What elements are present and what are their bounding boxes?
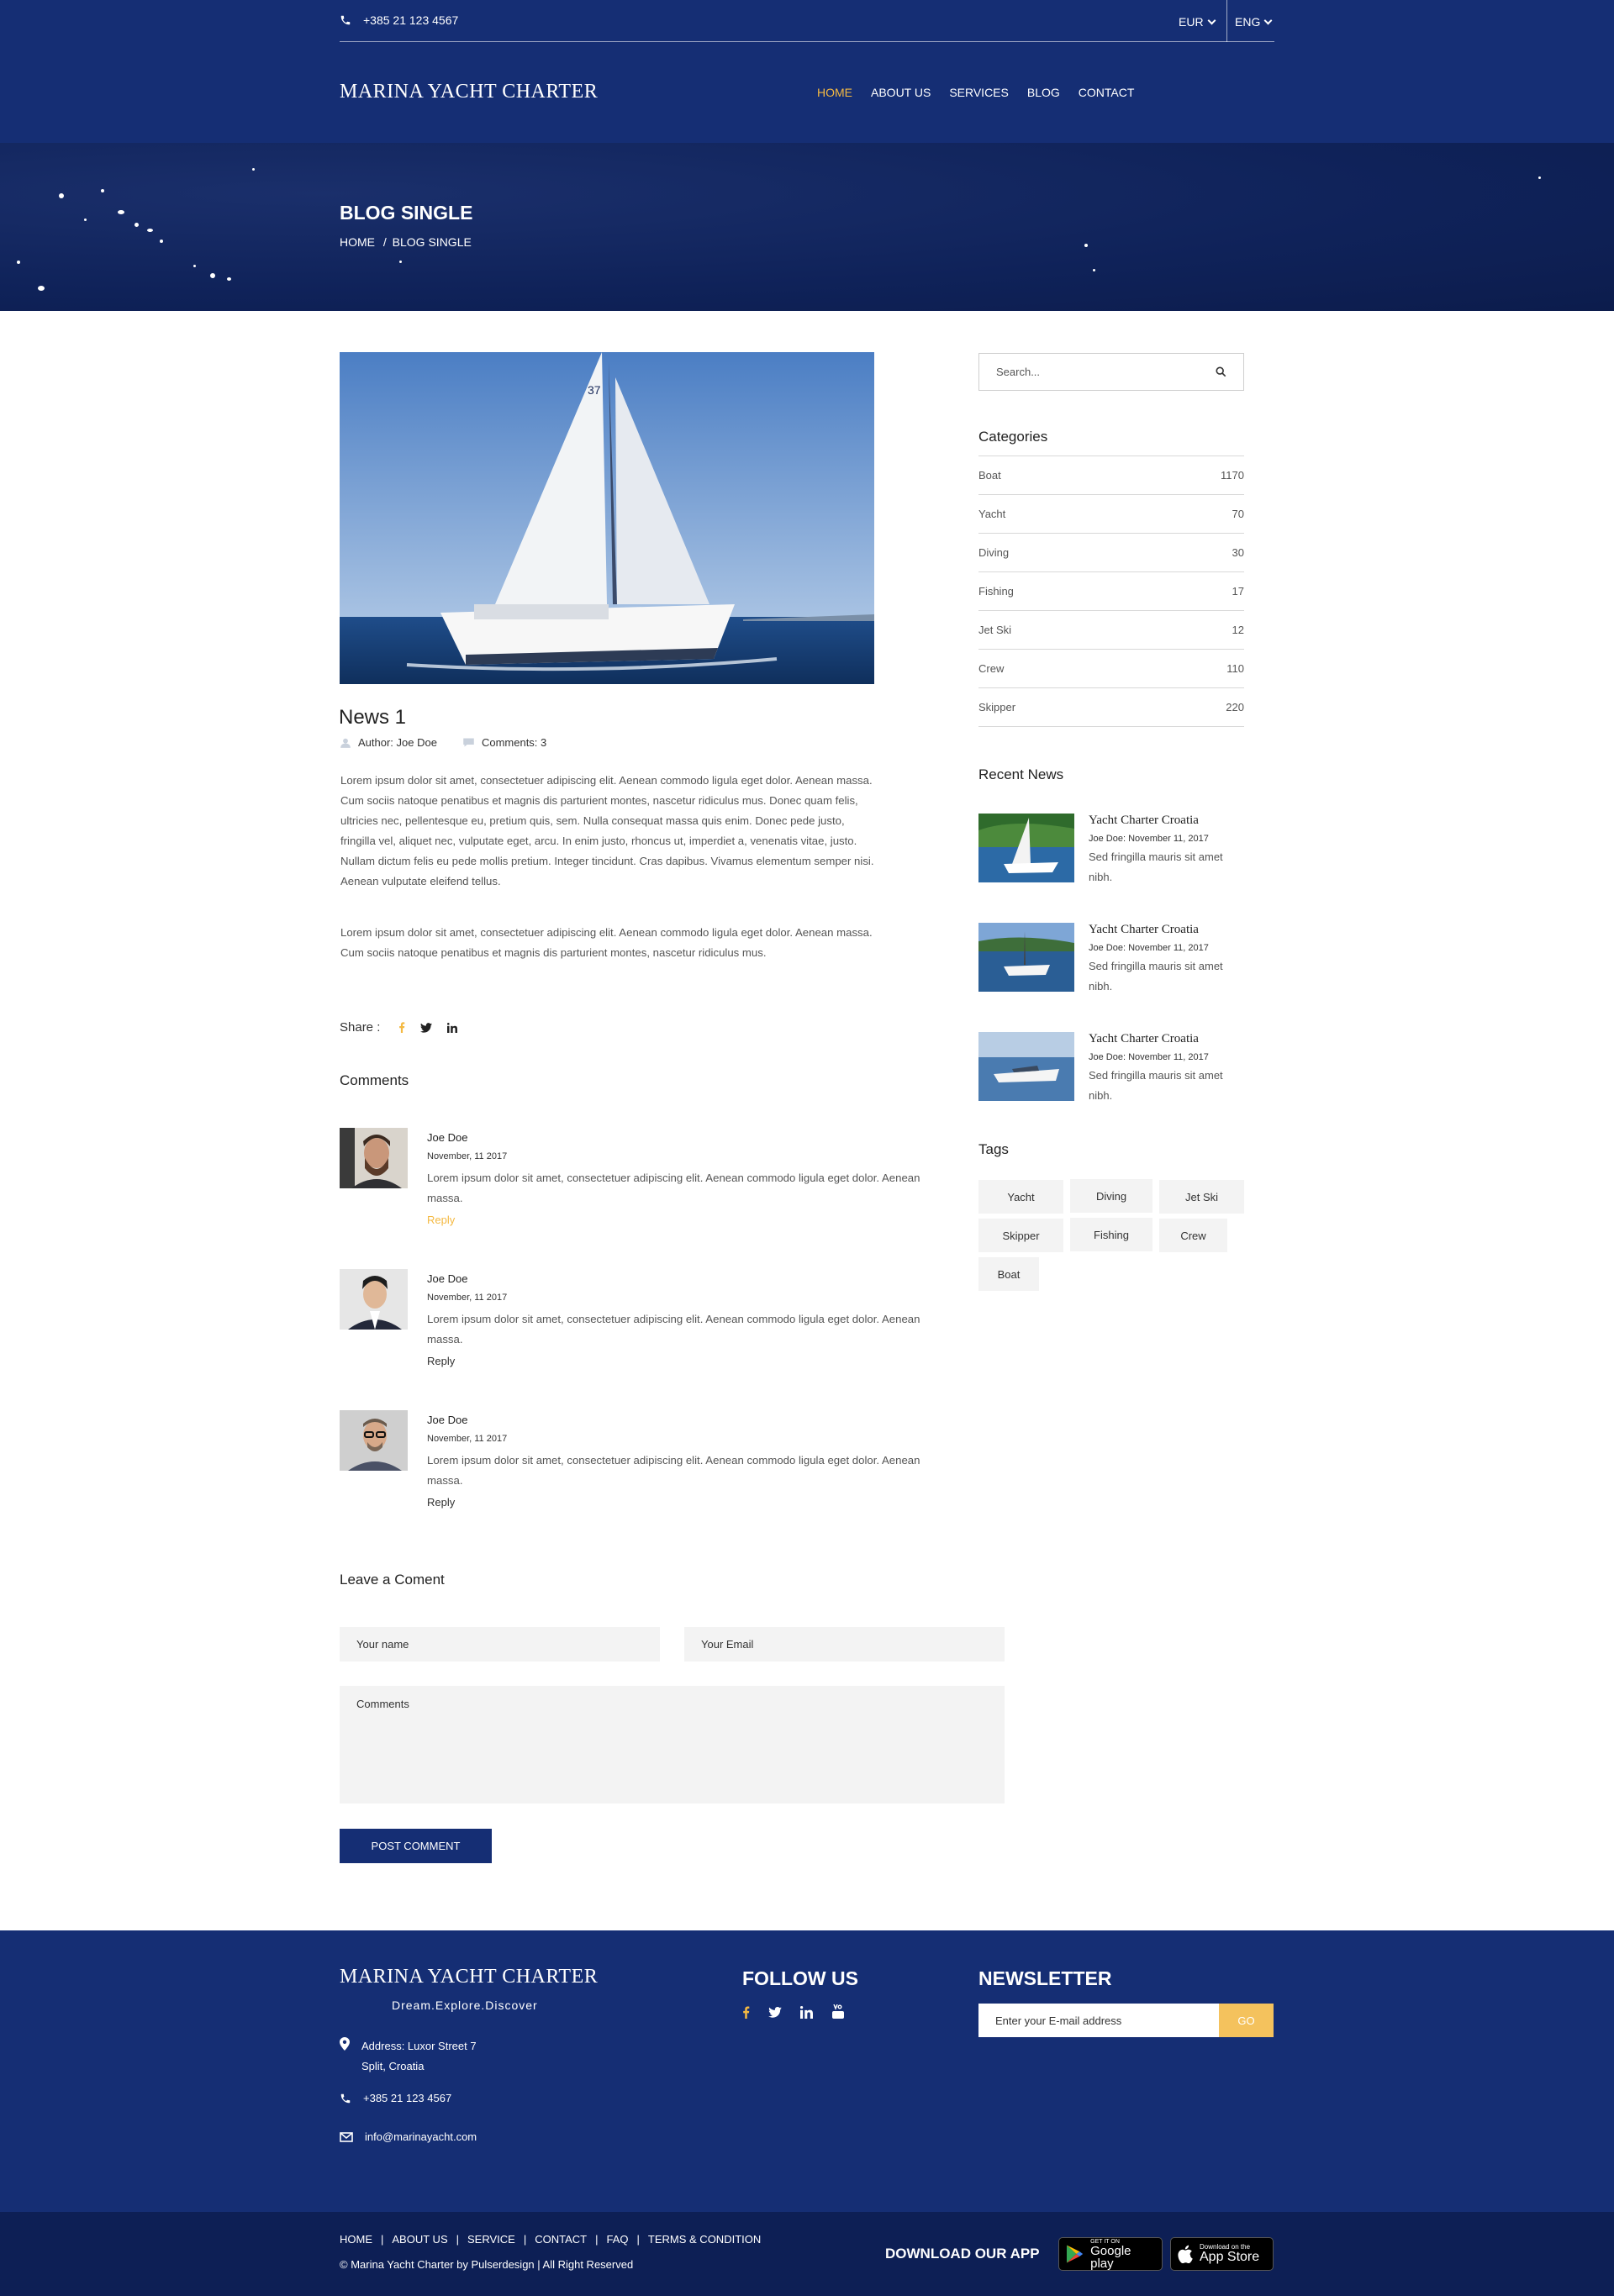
chevron-down-icon [1207, 16, 1216, 24]
breadcrumb-home[interactable]: HOME [340, 235, 375, 249]
twitter-icon[interactable] [768, 2007, 782, 2018]
category-count: 30 [1232, 546, 1244, 559]
footer-address-line1: Address: Luxor Street 7 [361, 2040, 477, 2052]
language-select[interactable] [1235, 15, 1271, 29]
post-title: News 1 [339, 706, 407, 729]
bottom-link-separator: | [456, 2233, 459, 2246]
bottom-link-faq[interactable]: FAQ [606, 2233, 629, 2246]
post-meta [340, 736, 546, 749]
site-logo[interactable]: MARINA YACHT CHARTER [340, 81, 599, 103]
user-icon [340, 737, 351, 749]
category-item[interactable] [978, 534, 1244, 572]
currency-value: EUR [1179, 15, 1204, 29]
apple-icon [1178, 2245, 1193, 2263]
newsletter-heading: NEWSLETTER [978, 1967, 1112, 1989]
comment-author: Joe Doe [427, 1414, 468, 1426]
reply-link[interactable]: Reply [427, 1214, 456, 1226]
newsletter-email-input[interactable]: Enter your E-mail address [978, 2004, 1219, 2037]
bottom-link-service[interactable]: SERVICE [467, 2233, 515, 2246]
nav-about-us[interactable]: ABOUT US [871, 86, 931, 99]
recent-news-thumbnail[interactable] [978, 923, 1074, 992]
recent-news-excerpt: Sed fringilla mauris sit amet nibh. [1089, 1069, 1223, 1102]
tag-crew[interactable]: Crew [1159, 1219, 1227, 1252]
top-bar [340, 0, 1274, 42]
linkedin-icon[interactable] [447, 1023, 457, 1033]
comment-item [340, 1269, 928, 1374]
category-item[interactable] [978, 611, 1244, 650]
breadcrumb-separator: / [382, 235, 387, 249]
category-item[interactable] [978, 456, 1244, 495]
category-count: 110 [1226, 662, 1244, 675]
bottom-link-about-us[interactable]: ABOUT US [392, 2233, 448, 2246]
avatar [340, 1128, 408, 1188]
category-count: 220 [1226, 701, 1244, 714]
leave-comment-heading: Leave a Coment [340, 1572, 445, 1588]
post-featured-image [340, 352, 874, 684]
recent-news-item[interactable] [978, 1032, 1244, 1108]
recent-news-title[interactable]: Yacht Charter Croatia [1089, 923, 1199, 936]
recent-news-excerpt: Sed fringilla mauris sit amet nibh. [1089, 960, 1223, 993]
comment-author: Joe Doe [427, 1131, 468, 1144]
category-item[interactable] [978, 688, 1244, 727]
bottom-link-separator: | [636, 2233, 640, 2246]
comment-date: November, 11 2017 [427, 1434, 508, 1444]
breadcrumb [340, 235, 472, 249]
download-app-label: DOWNLOAD OUR APP [885, 2246, 1040, 2262]
phone-icon [340, 14, 351, 26]
category-name: Jet Ski [978, 624, 1012, 636]
bottom-link-separator: | [381, 2233, 384, 2246]
tag-diving[interactable]: Diving [1070, 1179, 1152, 1213]
google-play-badge[interactable] [1058, 2237, 1163, 2271]
reply-link[interactable]: Reply [427, 1355, 456, 1367]
youtube-icon[interactable] [831, 2004, 845, 2020]
bottom-link-terms[interactable]: TERMS & CONDITION [647, 2233, 762, 2246]
search-input[interactable] [978, 353, 1244, 391]
categories-heading: Categories [978, 429, 1048, 445]
bottom-link-home[interactable]: HOME [340, 2233, 372, 2246]
category-name: Fishing [978, 585, 1014, 598]
facebook-icon[interactable] [398, 1022, 405, 1033]
footer-logo[interactable]: MARINA YACHT CHARTER [340, 1966, 599, 1988]
post-comments-count [462, 736, 546, 749]
post-comment-button[interactable]: POST COMMENT [340, 1829, 492, 1863]
name-field[interactable]: Your name [340, 1627, 660, 1661]
comments-textarea[interactable]: Comments [340, 1686, 1005, 1804]
recent-news-meta: Joe Doe: November 11, 2017 [1089, 943, 1209, 953]
category-item[interactable] [978, 495, 1244, 534]
topbar-divider [1226, 0, 1227, 42]
phone-icon [340, 2093, 351, 2104]
recent-news-item[interactable] [978, 923, 1244, 998]
copyright-text: © Marina Yacht Charter by Pulserdesign | All Right Reserved [340, 2258, 634, 2271]
category-count: 1170 [1221, 469, 1244, 482]
comment-icon [462, 737, 475, 748]
google-play-icon [1066, 2244, 1084, 2264]
category-name: Diving [978, 546, 1010, 559]
comments-heading: Comments [340, 1072, 409, 1088]
top-phone[interactable] [340, 13, 458, 27]
tag-boat[interactable]: Boat [978, 1257, 1039, 1291]
footer-social-icons [742, 2004, 845, 2020]
category-name: Boat [978, 469, 1001, 482]
recent-news-item[interactable] [978, 814, 1244, 889]
bottom-bar [0, 2212, 1614, 2296]
nav-services[interactable]: SERVICES [949, 86, 1009, 99]
recent-news-thumbnail[interactable] [978, 814, 1074, 882]
breadcrumb-current: BLOG SINGLE [392, 235, 472, 249]
recent-news-heading: Recent News [978, 766, 1064, 782]
category-name: Yacht [978, 508, 1006, 520]
footer-email[interactable] [340, 2130, 477, 2143]
app-store-small: Download on the [1200, 2243, 1251, 2251]
comment-date: November, 11 2017 [427, 1151, 508, 1161]
avatar [340, 1269, 408, 1330]
top-phone-number: +385 21 123 4567 [363, 13, 459, 27]
comment-item [340, 1410, 928, 1515]
recent-news-meta: Joe Doe: November 11, 2017 [1089, 1052, 1209, 1062]
comment-text: Lorem ipsum dolor sit amet, consectetuer adipiscing elit. Aenean commodo ligula eget dolor. Aenean massa. [427, 1454, 920, 1487]
comment-text: Lorem ipsum dolor sit amet, consectetuer adipiscing elit. Aenean commodo ligula eget dolor. Aenean massa. [427, 1313, 920, 1345]
chevron-down-icon [1264, 16, 1273, 24]
post-author-text: Author: Joe Doe [358, 736, 437, 749]
comment-author: Joe Doe [427, 1272, 468, 1285]
post-paragraph: Lorem ipsum dolor sit amet, consectetuer adipiscing elit. Aenean commodo ligula eget dolor. Aenean massa. Cum sociis natoque penatibus et magnis dis parturient montes, nascetur ridiculus mus. [340, 926, 873, 959]
email-field[interactable]: Your Email [684, 1627, 1005, 1661]
app-store-badge[interactable] [1170, 2237, 1274, 2271]
category-name: Crew [978, 662, 1005, 675]
page-title: BLOG SINGLE [340, 202, 473, 224]
comment-text: Lorem ipsum dolor sit amet, consectetuer adipiscing elit. Aenean commodo ligula eget dolor. Aenean massa. [427, 1172, 920, 1204]
google-play-small: GET IT ON [1090, 2238, 1120, 2245]
bottom-nav [340, 2233, 761, 2246]
share-label: Share : [340, 1020, 381, 1035]
recent-news-excerpt: Sed fringilla mauris sit amet nibh. [1089, 850, 1223, 883]
newsletter-submit-button[interactable]: GO [1219, 2004, 1274, 2037]
bottom-link-separator: | [523, 2233, 527, 2246]
post-paragraph: Lorem ipsum dolor sit amet, consectetuer adipiscing elit. Aenean commodo ligula eget dolor. Aenean massa. Cum sociis natoque penatibus et magnis dis parturient montes, nascetur ridiculus mus. Donec quam felis, ultricies nec, pellentesque eu, pretium quis, sem. Nulla consequat massa quis enim. Donec pede justo, fringilla vel, aliquet nec, vulputate eget, arcu. In enim justo, rhoncus ut, imperdiet a, venenatis vitae, justo. Nullam dictum felis eu pede mollis pretium. Integer tincidunt. Cras dapibus. Vivamus elementum semper nisi. Aenean vulputate eleifend tellus. [340, 774, 874, 887]
tag-jet-ski[interactable]: Jet Ski [1159, 1180, 1244, 1214]
tags-heading: Tags [978, 1141, 1009, 1157]
nav-home[interactable]: HOME [817, 86, 852, 99]
main-nav [817, 86, 1134, 99]
map-pin-icon [340, 2037, 350, 2051]
nav-contact[interactable]: CONTACT [1078, 86, 1135, 99]
avatar [340, 1410, 408, 1471]
footer-address-line2: Split, Croatia [361, 2060, 425, 2072]
language-value: ENG [1235, 15, 1261, 29]
recent-news-title[interactable]: Yacht Charter Croatia [1089, 1032, 1199, 1045]
footer-phone[interactable] [340, 2092, 451, 2104]
svg-text:37: 37 [588, 383, 601, 397]
page-hero-banner [0, 143, 1614, 311]
currency-select[interactable] [1179, 15, 1215, 29]
post-author [340, 736, 437, 749]
footer-tagline: Dream.Explore.Discover [392, 1998, 538, 2012]
recent-news-title[interactable]: Yacht Charter Croatia [1089, 814, 1199, 827]
search-placeholder: Search... [996, 366, 1041, 378]
facebook-icon[interactable] [742, 2006, 750, 2019]
category-name: Skipper [978, 701, 1016, 714]
app-store-big: App Store [1200, 2250, 1260, 2264]
category-item[interactable] [978, 572, 1244, 611]
share-bar [340, 1020, 457, 1035]
follow-us-heading: FOLLOW US [742, 1967, 858, 1989]
post-comments-text: Comments: 3 [481, 736, 547, 749]
category-item[interactable] [978, 650, 1244, 688]
comment-date: November, 11 2017 [427, 1293, 508, 1303]
tag-yacht[interactable]: Yacht [978, 1180, 1063, 1214]
comment-item [340, 1128, 928, 1233]
recent-news-meta: Joe Doe: November 11, 2017 [1089, 834, 1209, 844]
twitter-icon[interactable] [420, 1023, 432, 1033]
linkedin-icon[interactable] [800, 2006, 813, 2019]
recent-news-thumbnail[interactable] [978, 1032, 1074, 1101]
search-icon[interactable] [1216, 366, 1226, 377]
reply-link[interactable]: Reply [427, 1496, 456, 1509]
category-count: 70 [1232, 508, 1244, 520]
footer-phone-number: +385 21 123 4567 [363, 2092, 452, 2104]
google-play-big: Google play [1090, 2243, 1131, 2271]
tag-fishing[interactable]: Fishing [1070, 1218, 1152, 1251]
footer-address [340, 2036, 477, 2077]
bottom-link-separator: | [595, 2233, 599, 2246]
footer-email-address: info@marinayacht.com [365, 2130, 477, 2143]
tag-skipper[interactable]: Skipper [978, 1219, 1063, 1252]
bottom-link-contact[interactable]: CONTACT [535, 2233, 588, 2246]
category-count: 17 [1232, 585, 1244, 598]
category-count: 12 [1232, 624, 1244, 636]
envelope-icon [340, 2132, 353, 2142]
nav-blog[interactable]: BLOG [1026, 86, 1060, 99]
